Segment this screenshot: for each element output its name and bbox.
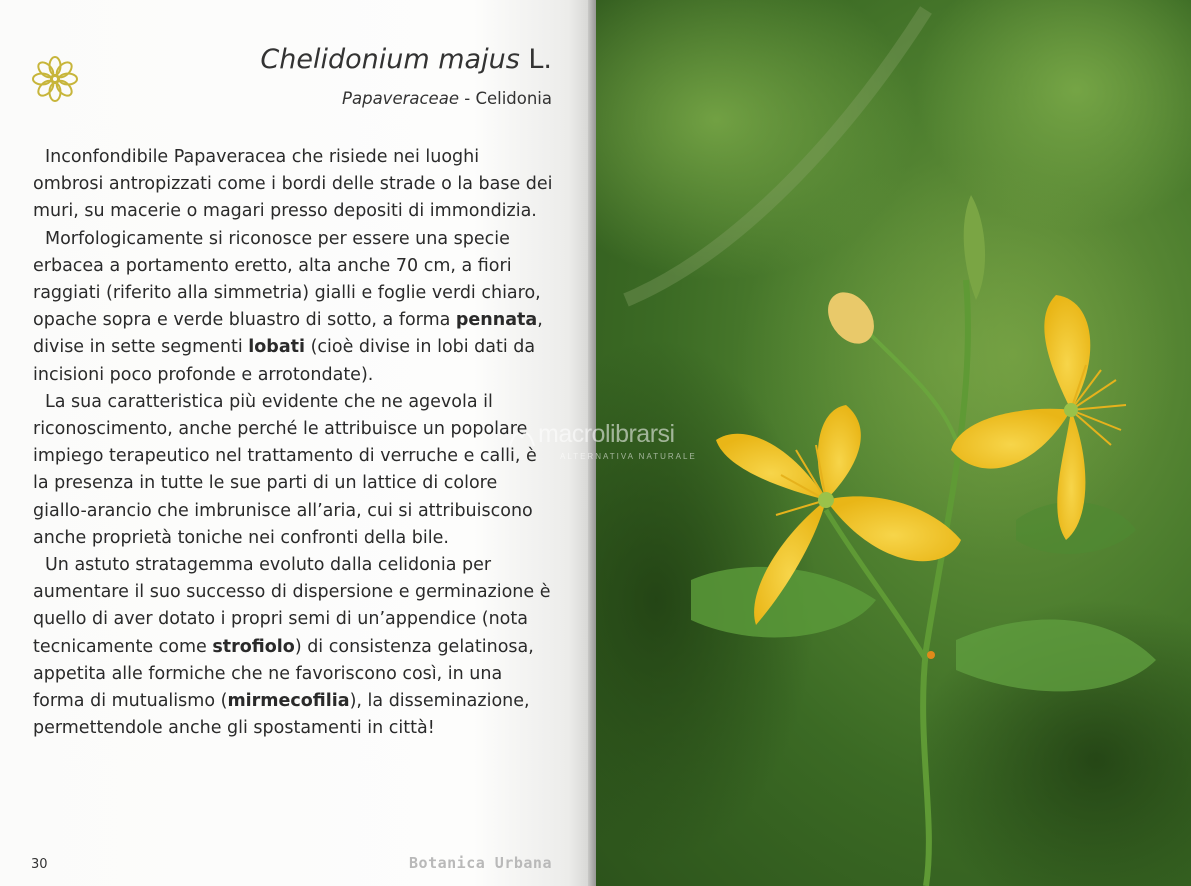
species-scientific-name: Chelidonium majus [260,44,520,75]
text-run: La sua caratteristica più evidente che ne agevola il riconoscimento, anche perché le attribuisce un popolare impiego terapeutico nel trattamento di verruche e calli, è la presenza in tutte le sue parti di un lattice di colore giallo-arancio che imbrunisce all’aria, cui si attribuiscono anche proprietà toniche nei confronti della bile. [33,391,537,548]
bold-term: strofiolo [212,636,295,657]
text-run: Morfologicamente si riconosce per essere una specie erbacea a portamento eretto, alta anche 70 cm, a fiori raggiati (riferito alla simmetria) gialli e foglie verdi chiaro, opache sopra e verde bluastro di sotto, a forma [33,228,541,331]
text-run: ) di consistenza gelatinosa, appetita alle formiche che ne favoriscono così, in una forma di mutualismo ( [33,636,534,712]
species-subtitle: Papaveraceae - Celidonia [342,89,552,108]
running-footer: Botanica Urbana [409,854,552,872]
text-run: Inconfondibile Papaveracea che risiede nei luoghi ombrosi antropizzati come i bordi delle strade o la base dei muri, su macerie o magari presso depositi di immondizia. [33,147,553,222]
right-page-photo [596,0,1191,886]
bold-term: pennata [455,310,538,331]
paragraph [33,552,553,742]
text-run: Un astuto stratagemma evoluto dalla celidonia per aumentare il suo successo di dispersione e germinazione è quello di aver dotato i propri semi di un’appendice (nota tecnicamente come [33,555,551,657]
text-run: ), la disseminazione, permettendole anche gli spostamenti in città! [33,691,530,739]
paragraph [33,389,553,552]
watermark-brand: macrolibrarsi [538,420,675,448]
watermark-tagline: ALTERNATIVA NATURALE [560,452,697,461]
flower-outline-icon [28,52,82,106]
bold-term: mirmecofilia [227,691,350,712]
paragraph [33,226,553,389]
paragraph [33,144,553,226]
species-title [260,44,552,75]
text-run: (cioè divise in lobi dati da incisioni poco profonde e arrotondate). [33,337,536,385]
text-run: , divise in sette segmenti [33,310,543,358]
celandine-flower-photo [596,0,1191,886]
page-number: 30 [31,857,48,872]
species-common-name: Celidonia [475,89,552,108]
bold-term: lobati [248,337,306,358]
species-description [33,144,553,742]
species-author: L. [528,44,552,75]
left-page [0,0,592,886]
species-family: Papaveraceae [342,89,459,108]
